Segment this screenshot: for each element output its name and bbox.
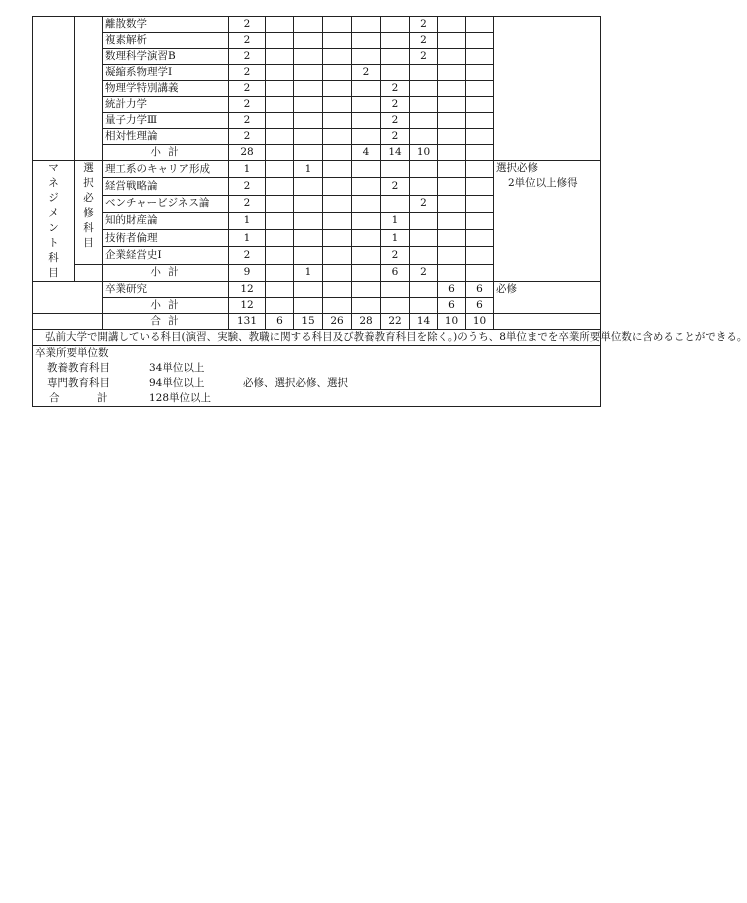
category-char: マ — [48, 162, 59, 174]
credits-cell: 2 — [229, 113, 266, 129]
category-cell — [33, 282, 103, 314]
credits-cell: 131 — [229, 314, 266, 330]
semester-cell — [266, 97, 294, 113]
credits-cell: 1 — [229, 230, 266, 247]
semester-cell — [266, 264, 294, 281]
semester-cell — [352, 178, 381, 195]
semester-cell — [438, 195, 466, 212]
credits-cell: 2 — [229, 129, 266, 145]
credits-cell: 1 — [229, 212, 266, 229]
category-char: ネ — [48, 177, 59, 189]
course-name: 技術者倫理 — [103, 230, 229, 247]
semester-cell: 2 — [410, 195, 438, 212]
subtotal-label: 小 計 — [103, 264, 229, 281]
semester-cell — [323, 97, 352, 113]
semester-cell — [438, 17, 466, 33]
semester-cell — [266, 129, 294, 145]
graduation-requirements — [33, 346, 601, 407]
semester-cell — [294, 212, 323, 229]
requirement-total — [35, 391, 598, 406]
course-row — [33, 17, 601, 33]
semester-cell — [438, 33, 466, 49]
semester-cell — [323, 81, 352, 97]
semester-cell: 28 — [352, 314, 381, 330]
semester-cell — [266, 178, 294, 195]
semester-cell — [410, 282, 438, 298]
semester-cell — [323, 247, 352, 264]
course-name: 理工系のキャリア形成 — [103, 161, 229, 178]
subcategory-char: 科 — [83, 222, 94, 234]
note-cell — [494, 161, 601, 282]
semester-cell — [410, 298, 438, 314]
semester-cell — [381, 65, 410, 81]
subcategory-cell — [75, 17, 103, 161]
semester-cell — [410, 212, 438, 229]
semester-cell — [294, 195, 323, 212]
credits-cell: 12 — [229, 282, 266, 298]
semester-cell — [323, 113, 352, 129]
category-char: 科 — [48, 252, 59, 264]
semester-cell: 6 — [438, 298, 466, 314]
semester-cell — [410, 230, 438, 247]
semester-cell — [352, 97, 381, 113]
credits-cell: 2 — [229, 97, 266, 113]
semester-cell — [466, 113, 494, 129]
semester-cell — [266, 282, 294, 298]
semester-cell — [294, 113, 323, 129]
semester-cell — [410, 81, 438, 97]
course-name: 卒業研究 — [103, 282, 229, 298]
course-row — [33, 282, 601, 298]
semester-cell — [266, 298, 294, 314]
semester-cell — [294, 17, 323, 33]
semester-cell — [466, 247, 494, 264]
semester-cell — [266, 195, 294, 212]
course-name: 複素解析 — [103, 33, 229, 49]
semester-cell — [438, 230, 466, 247]
semester-cell — [323, 282, 352, 298]
semester-cell — [381, 282, 410, 298]
semester-cell — [294, 49, 323, 65]
semester-cell — [294, 247, 323, 264]
semester-cell — [466, 145, 494, 161]
semester-cell: 2 — [381, 97, 410, 113]
semester-cell — [294, 178, 323, 195]
course-name: ベンチャービジネス論 — [103, 195, 229, 212]
major-value: 94単位以上 — [149, 377, 205, 389]
credits-cell: 2 — [229, 49, 266, 65]
category-char: ン — [48, 222, 59, 234]
semester-cell — [438, 81, 466, 97]
semester-cell — [294, 129, 323, 145]
total-label-a: 合 — [49, 392, 60, 404]
total-label-b: 計 — [97, 392, 108, 404]
semester-cell — [381, 33, 410, 49]
semester-cell — [323, 49, 352, 65]
requirement-general — [35, 361, 598, 376]
semester-cell: 14 — [381, 145, 410, 161]
semester-cell — [466, 161, 494, 178]
semester-cell — [352, 129, 381, 145]
requirements-title: 卒業所要単位数 — [35, 347, 109, 359]
semester-cell: 2 — [381, 129, 410, 145]
semester-cell — [323, 17, 352, 33]
semester-cell — [466, 81, 494, 97]
semester-cell — [352, 113, 381, 129]
semester-cell — [466, 129, 494, 145]
subtotal-label: 小 計 — [103, 298, 229, 314]
curriculum-table — [32, 16, 747, 407]
semester-cell — [294, 145, 323, 161]
semester-cell: 2 — [410, 264, 438, 281]
semester-cell — [381, 161, 410, 178]
semester-cell: 6 — [466, 282, 494, 298]
semester-cell — [294, 33, 323, 49]
category-char: ジ — [48, 192, 59, 204]
credits-cell: 12 — [229, 298, 266, 314]
semester-cell — [410, 178, 438, 195]
semester-cell — [381, 298, 410, 314]
semester-cell — [323, 264, 352, 281]
credits-cell: 2 — [229, 195, 266, 212]
semester-cell — [410, 161, 438, 178]
note-cell: 必修 — [494, 282, 601, 314]
semester-cell — [266, 145, 294, 161]
subcategory-char: 選 — [83, 162, 94, 174]
total-label: 合 計 — [103, 314, 229, 330]
semester-cell: 1 — [294, 264, 323, 281]
semester-cell — [352, 212, 381, 229]
semester-cell — [438, 178, 466, 195]
course-name: 凝縮系物理学Ⅰ — [103, 65, 229, 81]
semester-cell — [381, 17, 410, 33]
semester-cell: 4 — [352, 145, 381, 161]
semester-cell — [352, 230, 381, 247]
requirement-major — [35, 376, 598, 391]
semester-cell — [466, 178, 494, 195]
subcategory-char: 必 — [83, 192, 94, 204]
semester-cell — [323, 298, 352, 314]
credits-cell: 2 — [229, 81, 266, 97]
credits-cell: 9 — [229, 264, 266, 281]
semester-cell — [323, 33, 352, 49]
semester-cell — [410, 65, 438, 81]
semester-cell: 2 — [410, 49, 438, 65]
semester-cell — [323, 145, 352, 161]
semester-cell — [294, 65, 323, 81]
semester-cell — [381, 49, 410, 65]
semester-cell — [438, 113, 466, 129]
course-name: 企業経営史Ⅰ — [103, 247, 229, 264]
semester-cell — [352, 81, 381, 97]
course-name: 離散数学 — [103, 17, 229, 33]
general-value: 34単位以上 — [149, 362, 205, 374]
semester-cell — [294, 230, 323, 247]
semester-cell: 6 — [266, 314, 294, 330]
semester-cell: 22 — [381, 314, 410, 330]
semester-cell: 14 — [410, 314, 438, 330]
semester-cell: 2 — [352, 65, 381, 81]
semester-cell — [352, 49, 381, 65]
semester-cell: 15 — [294, 314, 323, 330]
note-text: 選択必修 — [496, 162, 538, 174]
semester-cell: 2 — [410, 17, 438, 33]
semester-cell — [466, 97, 494, 113]
semester-cell: 26 — [323, 314, 352, 330]
course-row — [33, 161, 601, 178]
semester-cell: 10 — [466, 314, 494, 330]
semester-cell — [266, 33, 294, 49]
semester-cell — [466, 49, 494, 65]
subcategory-char: 目 — [83, 237, 94, 249]
semester-cell — [266, 230, 294, 247]
semester-cell: 1 — [381, 212, 410, 229]
semester-cell — [352, 298, 381, 314]
semester-cell — [381, 195, 410, 212]
semester-cell — [266, 81, 294, 97]
category-cell — [33, 314, 103, 330]
credits-cell: 2 — [229, 17, 266, 33]
semester-cell: 2 — [381, 178, 410, 195]
subcategory-label — [75, 161, 103, 265]
credits-cell: 2 — [229, 247, 266, 264]
subcategory-char: 択 — [83, 177, 94, 189]
semester-cell — [466, 17, 494, 33]
semester-cell — [438, 129, 466, 145]
semester-cell: 2 — [410, 33, 438, 49]
major-note: 必修、選択必修、選択 — [243, 377, 348, 389]
subcategory-cell — [75, 264, 103, 281]
category-char: ト — [48, 237, 59, 249]
course-name: 物理学特別講義 — [103, 81, 229, 97]
category-label — [33, 161, 75, 282]
semester-cell — [294, 97, 323, 113]
note-text: 2単位以上修得 — [508, 177, 578, 189]
credits-cell: 28 — [229, 145, 266, 161]
semester-cell: 10 — [410, 145, 438, 161]
subtotal-label: 小 計 — [103, 145, 229, 161]
semester-cell — [438, 247, 466, 264]
total-value: 128単位以上 — [149, 392, 212, 404]
semester-cell — [352, 161, 381, 178]
major-label: 専門教育科目 — [47, 377, 110, 389]
semester-cell — [266, 161, 294, 178]
semester-cell — [294, 298, 323, 314]
note-cell — [494, 314, 601, 330]
semester-cell: 1 — [381, 230, 410, 247]
semester-cell — [352, 17, 381, 33]
semester-cell — [352, 282, 381, 298]
course-name: 数理科学演習B — [103, 49, 229, 65]
course-name: 経営戦略論 — [103, 178, 229, 195]
semester-cell — [323, 178, 352, 195]
semester-cell — [266, 113, 294, 129]
semester-cell — [438, 264, 466, 281]
credits-cell: 1 — [229, 161, 266, 178]
semester-cell — [294, 81, 323, 97]
requirements-row — [33, 346, 601, 407]
semester-cell: 1 — [294, 161, 323, 178]
total-row — [33, 314, 601, 330]
semester-cell — [438, 65, 466, 81]
semester-cell — [266, 65, 294, 81]
course-name: 統計力学 — [103, 97, 229, 113]
semester-cell: 10 — [438, 314, 466, 330]
semester-cell — [266, 247, 294, 264]
semester-cell — [352, 264, 381, 281]
semester-cell — [323, 230, 352, 247]
semester-cell — [410, 247, 438, 264]
semester-cell — [438, 97, 466, 113]
semester-cell — [410, 113, 438, 129]
semester-cell — [410, 97, 438, 113]
semester-cell — [323, 195, 352, 212]
note-cell — [494, 17, 601, 161]
semester-cell — [266, 49, 294, 65]
general-label: 教養教育科目 — [47, 362, 110, 374]
semester-cell — [266, 17, 294, 33]
semester-cell — [294, 282, 323, 298]
credits-cell: 2 — [229, 33, 266, 49]
semester-cell — [323, 129, 352, 145]
course-name: 量子力学Ⅲ — [103, 113, 229, 129]
semester-cell — [466, 264, 494, 281]
semester-cell — [410, 129, 438, 145]
semester-cell — [438, 212, 466, 229]
semester-cell: 2 — [381, 247, 410, 264]
semester-cell — [466, 212, 494, 229]
semester-cell — [466, 195, 494, 212]
footnote-text: 弘前大学で開講している科目(演習、実験、教職に関する科目及び教養教育科目を除く。)のうち、8単位までを卒業所要単位数に含めることができる。 — [45, 331, 747, 343]
semester-cell — [323, 161, 352, 178]
semester-cell — [466, 230, 494, 247]
course-name: 相対性理論 — [103, 129, 229, 145]
subcategory-char: 修 — [83, 207, 94, 219]
semester-cell — [466, 65, 494, 81]
footnote-row — [33, 330, 601, 346]
semester-cell: 2 — [381, 81, 410, 97]
semester-cell: 6 — [438, 282, 466, 298]
category-char: 目 — [48, 267, 59, 279]
footnote — [33, 330, 747, 346]
semester-cell: 6 — [381, 264, 410, 281]
semester-cell — [438, 161, 466, 178]
course-name: 知的財産論 — [103, 212, 229, 229]
semester-cell — [438, 145, 466, 161]
semester-cell — [352, 33, 381, 49]
semester-cell — [352, 195, 381, 212]
semester-cell — [323, 65, 352, 81]
category-cell — [33, 17, 75, 161]
credits-cell: 2 — [229, 178, 266, 195]
category-char: メ — [48, 207, 59, 219]
semester-cell — [352, 247, 381, 264]
semester-cell: 6 — [466, 298, 494, 314]
credits-cell: 2 — [229, 65, 266, 81]
semester-cell — [438, 49, 466, 65]
semester-cell — [323, 212, 352, 229]
semester-cell — [466, 33, 494, 49]
semester-cell: 2 — [381, 113, 410, 129]
semester-cell — [266, 212, 294, 229]
